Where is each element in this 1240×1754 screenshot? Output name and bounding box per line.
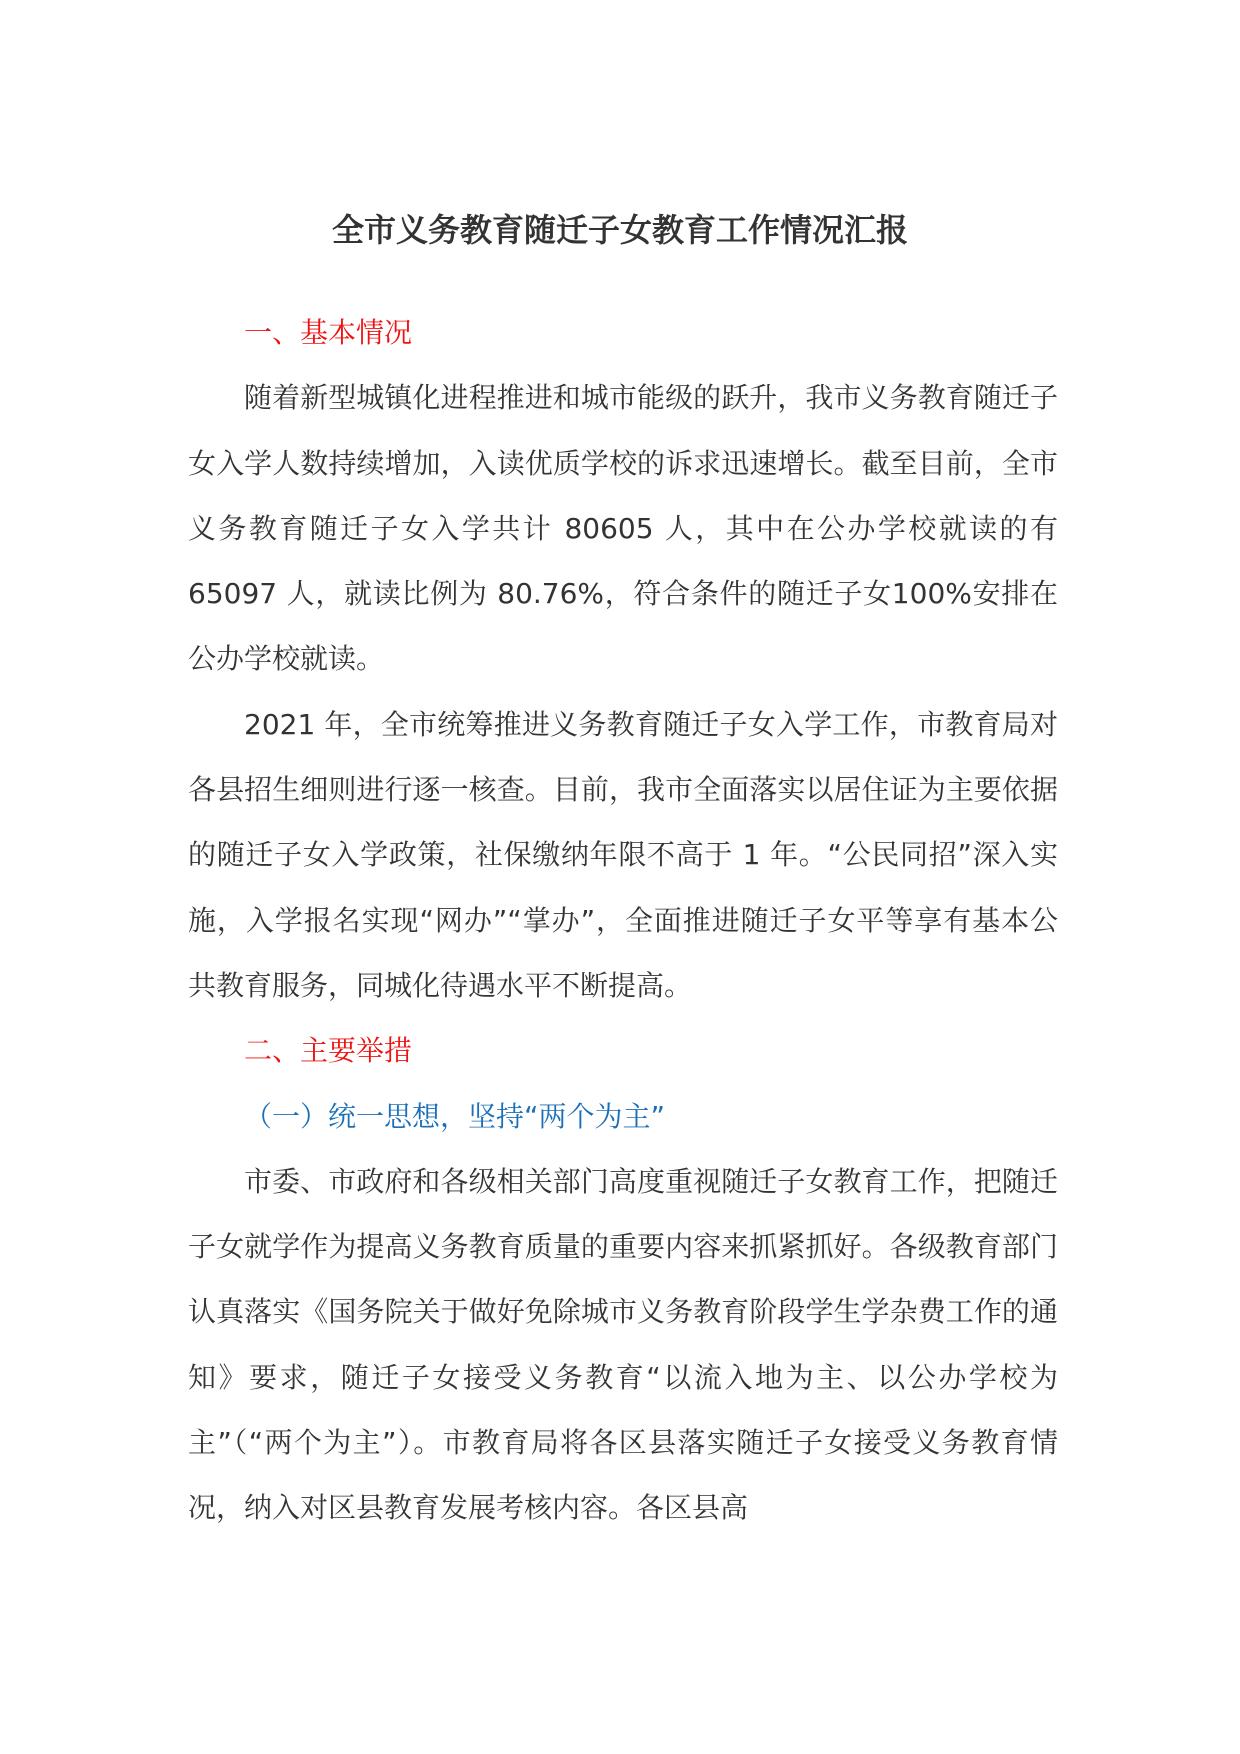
document-body [188, 300, 1058, 1541]
paragraph-government-attention: 市委、市政府和各级相关部门高度重视随迁子女教育工作，把随迁子女就学作为提高义务教育质量的重要内容来抓紧抓好。各级教育部门认真落实《国务院关于做好免除城市义务教育阶段学生学杂费工作的通知》要求，随迁子女接受义务教育“以流入地为主、以公办学校为主”（“两个为主”）。市教育局将各区县落实随迁子女接受义务教育情况，纳入对区县教育发展考核内容。各区县高 [188, 1164, 1058, 1525]
section-heading-basic-situation: 一、基本情况 [244, 316, 413, 349]
document-title: 全市义务教育随迁子女教育工作情况汇报 [331, 211, 908, 249]
paragraph-2021-policy: 2021 年，全市统筹推进义务教育随迁子女入学工作，市教育局对各县招生细则进行逐一核查。目前，我市全面落实以居住证为主要依据的随迁子女入学政策，社保缴纳年限不高于 1 年。“公民同招”深入实施，入学报名实现“网办”“掌办”，全面推进随迁子女平等享有基本公共教育服务，同城化待遇水平不断提高。 [188, 707, 1058, 1002]
paragraph-enrollment-stats: 随着新型城镇化进程推进和城市能级的跃升，我市义务教育随迁子女入学人数持续增加，入读优质学校的诉求迅速增长。截至目前，全市义务教育随迁子女入学共计 80605 人，其中在公办学校就读的有 65097 人，就读比例为 80.76%，符合条件的随迁子女100%安排在公办学校就读。 [188, 381, 1058, 676]
subsection-heading-unify-thinking: （一）统一思想，坚持“两个为主” [244, 1099, 666, 1133]
section-heading-main-measures: 二、主要举措 [244, 1034, 413, 1068]
